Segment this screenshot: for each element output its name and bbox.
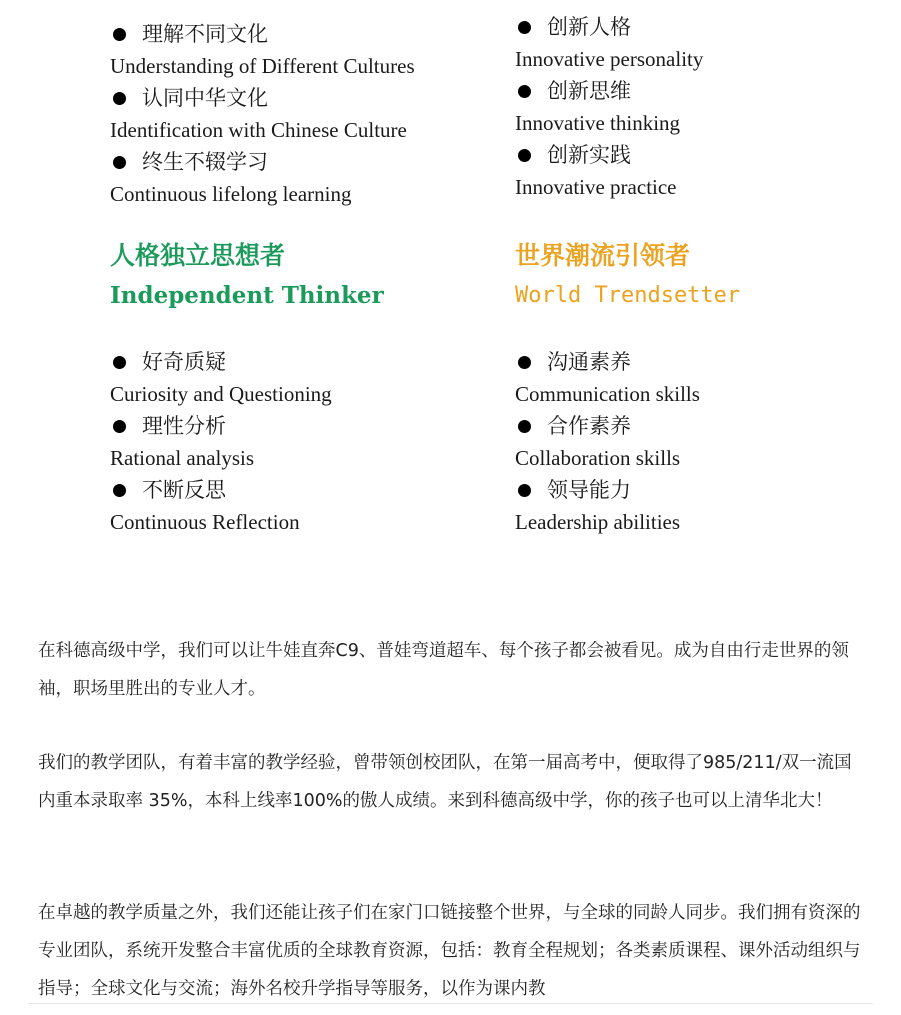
bullet-icon bbox=[518, 21, 531, 34]
bullet-icon bbox=[518, 484, 531, 497]
paragraph: 在科德高级中学，我们可以让牛娃直奔C9、普娃弯道超车、每个孩子都会被看见。成为自由行走世界的领袖，职场里胜出的专业人才。 bbox=[38, 641, 849, 699]
bullet-icon bbox=[113, 92, 126, 105]
list-item-zh: 创新实践 bbox=[515, 142, 631, 168]
bullet-icon bbox=[518, 420, 531, 433]
paragraph: 在卓越的教学质量之外，我们还能让孩子们在家门口链接整个世界，与全球的同龄人同步。我们拥有资深的专业团队，系统开发整合丰富优质的全球教育资源，包括：教育全程规划；各类素质课程、课外活动组织与指导；全球文化与交流；海外名校升学指导等服务，以作为课内教 bbox=[38, 903, 861, 999]
list-item-en: Rational analysis bbox=[110, 446, 255, 470]
list-item-en: Understanding of Different Cultures bbox=[110, 54, 415, 78]
list-item-en: Innovative thinking bbox=[515, 111, 681, 135]
bullet-icon bbox=[113, 156, 126, 169]
list-item-en: Innovative practice bbox=[515, 175, 677, 199]
list-item-en: Curiosity and Questioning bbox=[110, 382, 332, 406]
list-item-en: Communication skills bbox=[515, 382, 700, 406]
list-item-en: Leadership abilities bbox=[515, 510, 681, 534]
bullet-icon bbox=[518, 85, 531, 98]
bullet-icon bbox=[113, 484, 126, 497]
section-title-en: Independent Thinker bbox=[110, 282, 384, 309]
bullet-icon bbox=[518, 356, 531, 369]
list-item-zh: 终生不辍学习 bbox=[110, 149, 268, 175]
list-item-zh: 好奇质疑 bbox=[110, 349, 226, 375]
section-title-en: World Trendsetter bbox=[515, 283, 741, 308]
list-item-en: Identification with Chinese Culture bbox=[110, 118, 407, 142]
list-item-zh: 不断反思 bbox=[110, 477, 226, 503]
paragraph: 我们的教学团队，有着丰富的教学经验，曾带领创校团队，在第一届高考中，便取得了985/211/双一流国内重本录取率 35%，本科上线率100%的傲人成绩。来到科德高级中学，你的孩子也可以上清华北大！ bbox=[38, 753, 852, 811]
bullet-icon bbox=[518, 149, 531, 162]
list-item-zh: 领导能力 bbox=[515, 477, 631, 503]
list-item-zh: 认同中华文化 bbox=[110, 85, 268, 111]
bullet-icon bbox=[113, 356, 126, 369]
list-item-en: Continuous Reflection bbox=[110, 510, 300, 534]
list-item-zh: 创新思维 bbox=[515, 78, 631, 104]
list-item-zh: 理解不同文化 bbox=[110, 21, 268, 47]
divider bbox=[28, 1003, 873, 1004]
list-item-en: Collaboration skills bbox=[515, 446, 681, 470]
section-title-zh: 人格独立思想者 bbox=[110, 241, 286, 270]
list-item-zh: 合作素养 bbox=[515, 413, 631, 439]
bullet-icon bbox=[113, 420, 126, 433]
list-item-zh: 理性分析 bbox=[110, 413, 226, 439]
section-title-zh: 世界潮流引领者 bbox=[515, 241, 691, 270]
list-item-en: Innovative personality bbox=[515, 47, 704, 71]
list-item-zh: 创新人格 bbox=[515, 14, 631, 40]
bullet-icon bbox=[113, 28, 126, 41]
list-item-zh: 沟通素养 bbox=[515, 349, 631, 375]
list-item-en: Continuous lifelong learning bbox=[110, 182, 352, 206]
